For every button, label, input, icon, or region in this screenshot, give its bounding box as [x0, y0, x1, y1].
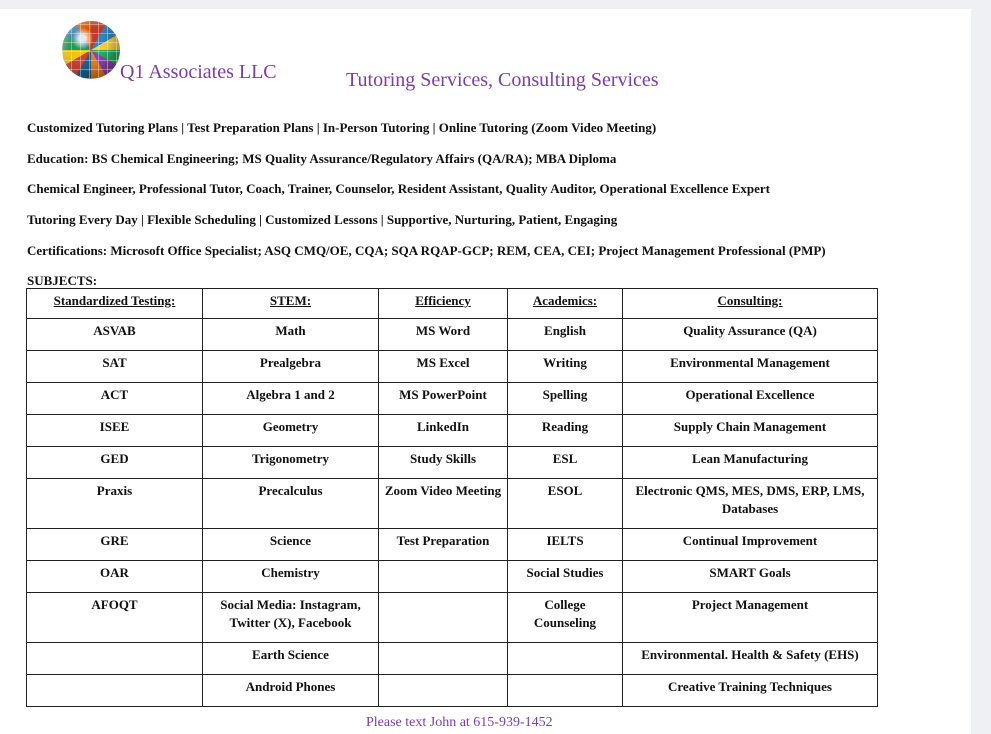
table-cell: Reading	[508, 415, 623, 447]
table-row	[27, 415, 878, 447]
table-cell: SAT	[27, 351, 203, 383]
table-cell: ISEE	[27, 415, 203, 447]
table-cell: English	[508, 319, 623, 351]
table-cell: Electronic QMS, MES, DMS, ERP, LMS, Databases	[623, 479, 878, 529]
services-title: Tutoring Services, Consulting Services	[346, 69, 659, 91]
table-cell: Geometry	[203, 415, 379, 447]
table-cell	[379, 643, 508, 675]
table-cell: SMART Goals	[623, 561, 878, 593]
table-cell: IELTS	[508, 529, 623, 561]
schedule-line: Tutoring Every Day | Flexible Scheduling | Customized Lessons | Supportive, Nurturing, Patient, Engaging	[27, 212, 618, 227]
header-consulting: Consulting:	[623, 289, 878, 319]
certifications-line: Certifications: Microsoft Office Specialist; ASQ CMQ/OE, CQA; SQA RQAP-GCP; REM, CEA, CEI; Project Management Professional (PMP)	[27, 243, 826, 258]
table-cell: Environmental Management	[623, 351, 878, 383]
document-page	[0, 9, 971, 734]
header-efficiency: Efficiency	[379, 289, 508, 319]
table-cell	[379, 561, 508, 593]
table-cell: MS Word	[379, 319, 508, 351]
table-cell	[27, 675, 203, 707]
table-cell	[27, 643, 203, 675]
table-cell: Social Media: Instagram, Twitter (X), Facebook	[203, 593, 379, 643]
table-cell: ESL	[508, 447, 623, 479]
table-cell: Spelling	[508, 383, 623, 415]
table-cell: Supply Chain Management	[623, 415, 878, 447]
table-cell: LinkedIn	[379, 415, 508, 447]
education-line: Education: BS Chemical Engineering; MS Quality Assurance/Regulatory Affairs (QA/RA); MBA Diploma	[27, 151, 617, 166]
table-row	[27, 561, 878, 593]
table-cell: Study Skills	[379, 447, 508, 479]
table-cell: Quality Assurance (QA)	[623, 319, 878, 351]
globe-flags-icon	[62, 21, 120, 79]
table-cell: ASVAB	[27, 319, 203, 351]
table-header-row	[27, 289, 878, 319]
table-cell: Precalculus	[203, 479, 379, 529]
subjects-label: SUBJECTS:	[27, 273, 98, 288]
table-cell: Social Studies	[508, 561, 623, 593]
table-row	[27, 351, 878, 383]
table-cell: Lean Manufacturing	[623, 447, 878, 479]
table-row	[27, 593, 878, 643]
table-row	[27, 643, 878, 675]
table-cell: Math	[203, 319, 379, 351]
table-cell: Science	[203, 529, 379, 561]
table-cell: Creative Training Techniques	[623, 675, 878, 707]
table-row	[27, 675, 878, 707]
table-cell: ESOL	[508, 479, 623, 529]
header-academics: Academics:	[508, 289, 623, 319]
table-cell: Prealgebra	[203, 351, 379, 383]
table-cell	[379, 675, 508, 707]
table-cell: Environmental. Health & Safety (EHS)	[623, 643, 878, 675]
table-cell: Trigonometry	[203, 447, 379, 479]
table-cell: Writing	[508, 351, 623, 383]
tutoring-plans-line: Customized Tutoring Plans | Test Preparation Plans | In-Person Tutoring | Online Tutoring (Zoom Video Meeting)	[27, 120, 657, 135]
table-row	[27, 447, 878, 479]
header-stem: STEM:	[203, 289, 379, 319]
table-row	[27, 319, 878, 351]
header-standardized-testing: Standardized Testing:	[27, 289, 203, 319]
table-row	[27, 383, 878, 415]
table-cell	[379, 593, 508, 643]
contact-footer: Please text John at 615-939-1452	[366, 715, 553, 730]
table-cell: Operational Excellence	[623, 383, 878, 415]
table-cell: Algebra 1 and 2	[203, 383, 379, 415]
table-cell: Earth Science	[203, 643, 379, 675]
table-cell: College Counseling	[508, 593, 623, 643]
table-cell: Project Management	[623, 593, 878, 643]
roles-line: Chemical Engineer, Professional Tutor, Coach, Trainer, Counselor, Resident Assistant, Quality Auditor, Operational Excellence Expert	[27, 181, 770, 196]
table-row	[27, 529, 878, 561]
table-cell: GED	[27, 447, 203, 479]
table-cell: Zoom Video Meeting	[379, 479, 508, 529]
table-cell: OAR	[27, 561, 203, 593]
table-cell: Praxis	[27, 479, 203, 529]
table-cell: Android Phones	[203, 675, 379, 707]
table-cell: AFOQT	[27, 593, 203, 643]
table-cell: GRE	[27, 529, 203, 561]
table-row	[27, 479, 878, 529]
subjects-table	[26, 288, 878, 707]
table-cell: Test Preparation	[379, 529, 508, 561]
table-cell	[508, 675, 623, 707]
table-cell: Chemistry	[203, 561, 379, 593]
table-cell: MS Excel	[379, 351, 508, 383]
table-cell: MS PowerPoint	[379, 383, 508, 415]
table-cell: ACT	[27, 383, 203, 415]
table-cell	[508, 643, 623, 675]
company-name: Q1 Associates LLC	[120, 61, 277, 83]
table-cell: Continual Improvement	[623, 529, 878, 561]
